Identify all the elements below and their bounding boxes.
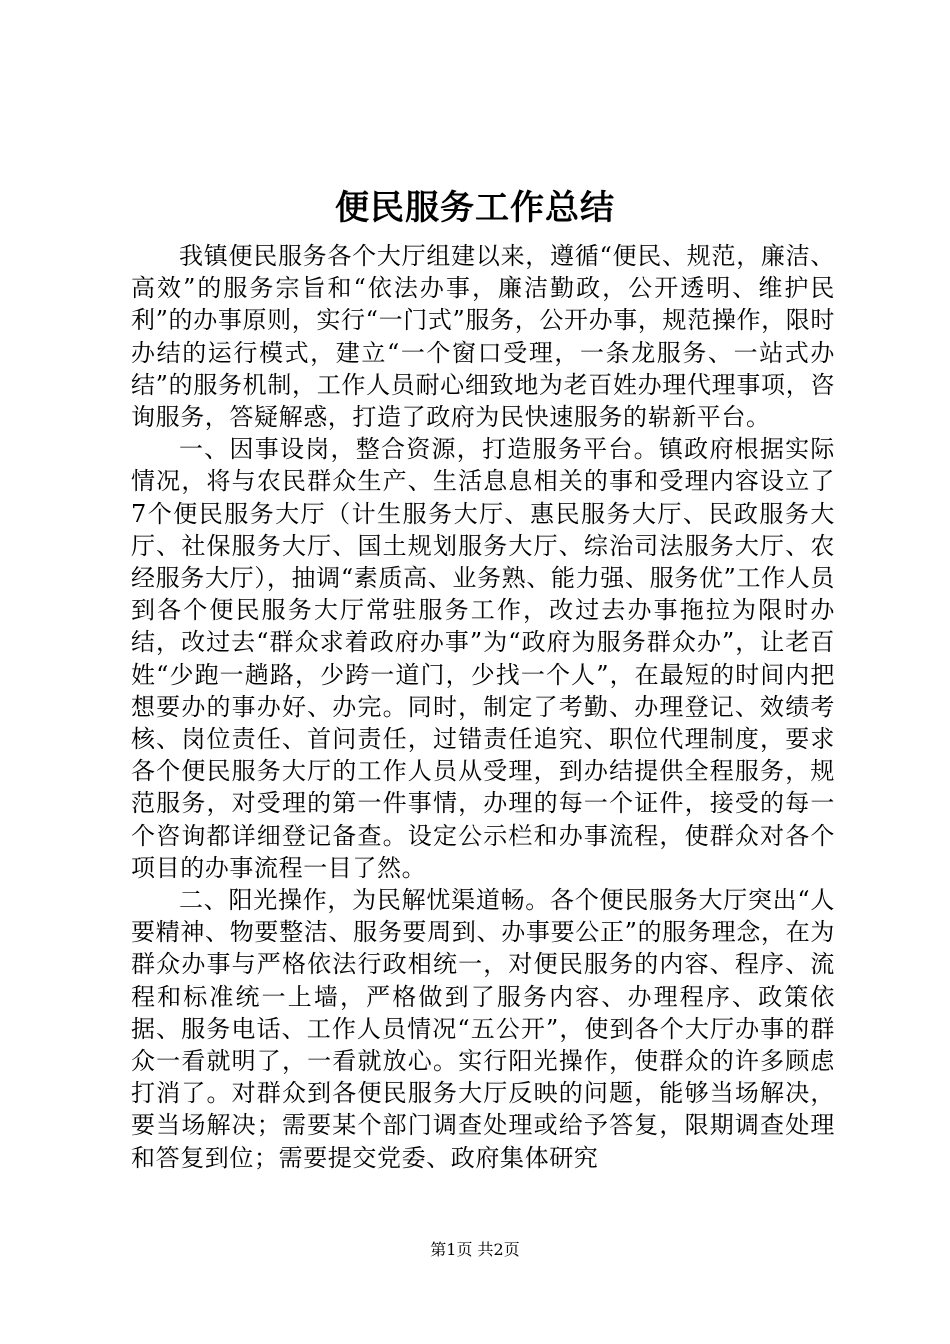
- intro-paragraph: 我镇便民服务各个大厅组建以来，遵循“便民、规范，廉洁、高效”的服务宗旨和“依法办事，廉洁勤政，公开透明、维护民利”的办事原则，实行“一门式”服务，公开办事，规范操作，限时办结的运行模式，建立“一个窗口受理，一条龙服务、一站式办结”的服务机制，工作人员耐心细致地为老百姓办理代理事项，咨询服务，答疑解惑，打造了政府为民快速服务的崭新平台。: [131, 242, 835, 432]
- page-footer: [0, 1240, 950, 1260]
- page-indicator: 第1页 共2页: [430, 1240, 520, 1259]
- document-title: 便民服务工作总结: [335, 188, 615, 228]
- document-body: [131, 240, 835, 1174]
- section-one-paragraph: 一、因事设岗，整合资源，打造服务平台。镇政府根据实际情况，将与农民群众生产、生活息息相关的事和受理内容设立了7个便民服务大厅（计生服务大厅、惠民服务大厅、民政服务大厅、社保服务大厅、国土规划服务大厅、综治司法服务大厅、农经服务大厅），抽调“素质高、业务熟、能力强、服务优”工作人员到各个便民服务大厅常驻服务工作，改过去办事拖拉为限时办结，改过去“群众求着政府办事”为“政府为服务群众办”，让老百姓“少跑一趟路，少跨一道门，少找一个人”，在最短的时间内把想要办的事办好、办完。同时，制定了考勤、办理登记、效绩考核、岗位责任、首问责任，过错责任追究、职位代理制度，要求各个便民服务大厅的工作人员从受理，到办结提供全程服务，规范服务，对受理的第一件事情，办理的每一个证件，接受的每一个咨询都详细登记备查。设定公示栏和办事流程，使群众对各个项目的办事流程一目了然。: [131, 435, 835, 882]
- section-two-paragraph: 二、阳光操作，为民解忧渠道畅。各个便民服务大厅突出“人要精神、物要整洁、服务要周到、办事要公正”的服务理念，在为群众办事与严格依法行政相统一，对便民服务的内容、程序、流程和标准统一上墙，严格做到了服务内容、办理程序、政策依据、服务电话、工作人员情况“五公开”，使到各个大厅办事的群众一看就明了，一看就放心。实行阳光操作，使群众的许多顾虑打消了。对群众到各便民服务大厅反映的问题，能够当场解决，要当场解决；需要某个部门调查处理或给予答复，限期调查处理和答复到位；需要提交党委、政府集体研究: [131, 886, 835, 1172]
